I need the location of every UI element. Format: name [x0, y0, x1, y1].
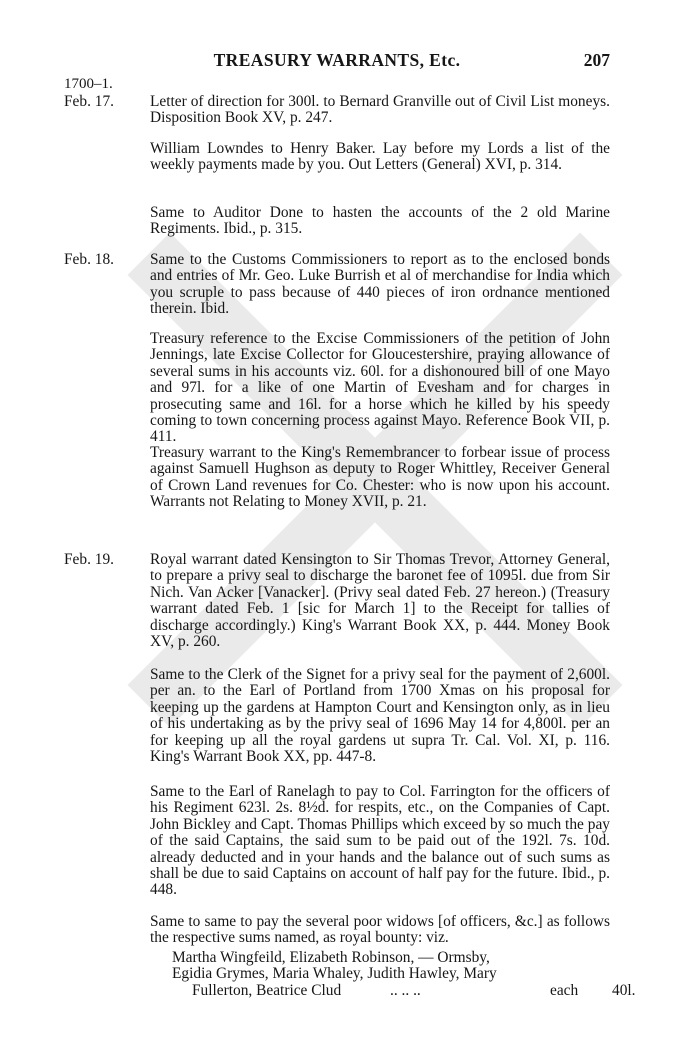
entry-text: Royal warrant dated Kensington to Sir Thomas Trevor, Attorney General, to prepare a privy seal to discharge the baronet fee of 1095l. due from Sir Nich. Van Acker [Vanacker]. (Privy seal dated Feb. 27 hereon.) (Treasury warrant dated Feb. 1 [sic for March 1] to the Receipt for tallies of discharge accordingly.) King's Warrant Book XX, p. 444. Money Book XV, p. 260. — [150, 551, 610, 651]
entry — [64, 784, 610, 900]
entry-text: Same to Auditor Done to hasten the accounts of the 2 old Marine Regiments. Ibid., p. 315. — [150, 204, 610, 238]
entry — [64, 445, 610, 511]
page-number: 207 — [583, 50, 610, 70]
entry — [64, 330, 610, 446]
entry-date: Feb. 18. — [64, 251, 115, 268]
entry — [64, 141, 610, 191]
widows-line: Fullerton, Beatrice Clud — [192, 981, 342, 999]
entry-text: Letter of direction for 300l. to Bernard Granville out of Civil List moneys. Disposition Book XV, p. 247. — [150, 93, 610, 127]
entry — [64, 667, 610, 767]
entry-text: William Lowndes to Henry Baker. Lay before my Lords a list of the weekly payments made by you. Out Letters (General) XVI, p. 314. — [150, 140, 610, 174]
entry-text: Treasury reference to the Excise Commissioners of the petition of John Jennings, late Excise Collector for Gloucestershire, praying allowance of several sums in his accounts viz. 60l. for a dishonoured bill of one Mayo and 97l. for a like of one Martin of Evesham and for charges in prosecuting same and 16l. for a horse which he killed by his speedy coming to town concerning process against Mayo. Reference Book VII, p. 411. — [150, 330, 610, 446]
widows-last-row — [172, 981, 636, 999]
year-label: 1700–1. — [64, 76, 113, 92]
entry-text: Same to the Clerk of the Signet for a privy seal for the payment of 2,600l. per an. to the Earl of Portland from 1700 Xmas on his proposal for keeping up the gardens at Hampton Court and Kensington only, as in lieu of his undertaking as by the privy seal of 1696 May 14 for 4,800l. per an for keeping up all the royal gardens ut supra Tr. Cal. Vol. XI, p. 116. King's Warrant Book XX, pp. 447-8. — [150, 666, 610, 766]
running-title: TREASURY WARRANTS, Etc. — [213, 50, 461, 70]
entry-text: Same to the Earl of Ranelagh to pay to Col. Farrington for the officers of his Regiment 623l. 2s. 8½d. for respits, etc., on the Companies of Capt. John Bickley and Capt. Thomas Phillips which exceed by so much the pay of the said Captains, the said sum to be paid out of the 192l. 7s. 10d. already deducted and in your hands and the balance out of such sums as shall be due to said Captains on account of half pay for the future. Ibid., p. 448. — [150, 783, 610, 899]
entry — [64, 205, 610, 239]
widows-line: Egidia Grymes, Maria Whaley, Judith Hawley, Mary — [172, 965, 497, 983]
running-header — [64, 50, 610, 78]
entry-date: Feb. 17. — [64, 93, 115, 110]
widows-line: Martha Wingfeild, Elizabeth Robinson, — Ormsby, — [172, 949, 490, 966]
entry — [64, 252, 610, 318]
entry — [64, 914, 610, 948]
each-label: each — [550, 981, 579, 999]
entry-text: Same to same to pay the several poor widows [of officers, &c.] as follows the respective sums named, as royal bounty: viz. — [150, 913, 610, 947]
entry — [64, 552, 610, 652]
amount-value: 40l. — [612, 981, 636, 999]
entry — [64, 94, 610, 128]
entry-text: Treasury warrant to the King's Remembrancer to forbear issue of process against Samuell Hughson as deputy to Roger Whittley, Receiver General of Crown Land revenues for Co. Chester: who is now upon his account. Warrants not Relating to Money XVII, p. 21. — [150, 444, 610, 511]
dot-leaders: .. .. .. — [390, 981, 421, 999]
widows-names — [172, 949, 636, 999]
widows-list — [64, 949, 636, 1016]
entry-date: Feb. 19. — [64, 551, 115, 568]
entry-text: Same to the Customs Commissioners to report as to the enclosed bonds and entries of Mr. Geo. Luke Burrish et al of merchandise for India which you scruple to pass because of 440 pieces of iron ordnance mentioned therein. Ibid. — [150, 251, 610, 318]
